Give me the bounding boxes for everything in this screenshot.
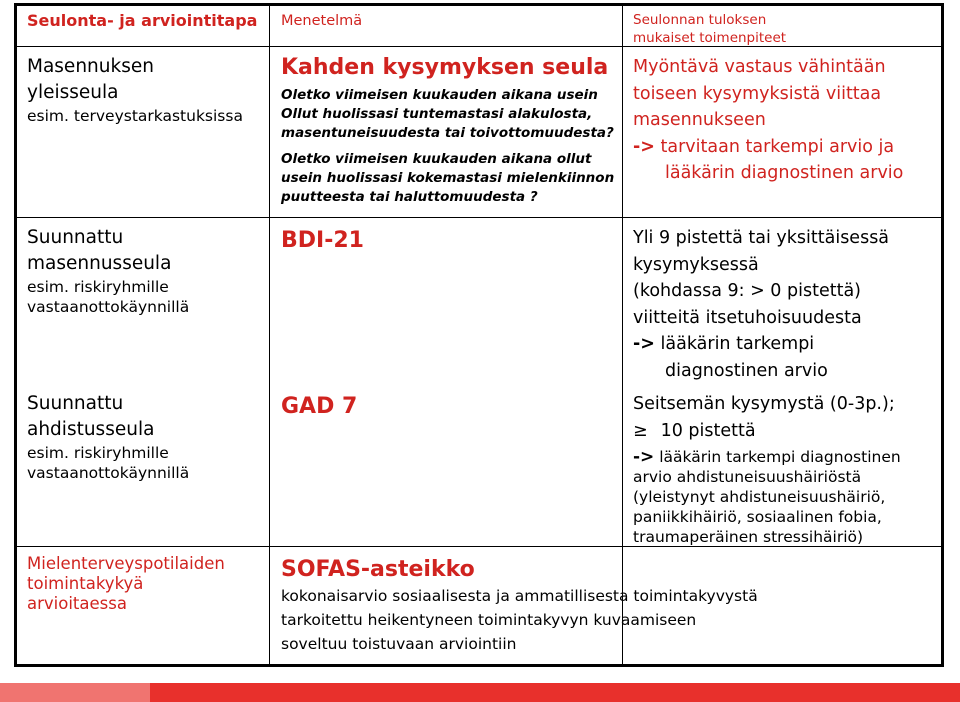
row-divider: [17, 46, 941, 47]
row-divider: [17, 217, 941, 218]
method-title: GAD 7: [281, 394, 358, 419]
row-label: Mielenterveyspotilaiden toimintakykyä arvioitaessa: [27, 554, 225, 613]
method-cell: [281, 54, 616, 207]
screening-table: [14, 3, 944, 667]
method-cell: [281, 227, 364, 255]
arrow-icon: ->: [633, 447, 655, 467]
description-line: kokonaisarvio sosiaalisesta ja ammatillisesta toimintakyvystä: [281, 587, 758, 605]
header-method: Menetelmä: [281, 13, 363, 29]
description-line: tarkoitettu heikentyneen toimintakyvyn kuvaamiseen: [281, 611, 697, 629]
method-title: SOFAS-asteikko: [281, 557, 475, 582]
method-cell: [281, 556, 931, 656]
header-actions: Seulonnan tuloksen mukaiset toimenpiteet: [633, 12, 787, 46]
row-label: Masennuksen yleisseula esim. terveystarkastuksissa: [27, 56, 243, 125]
question: Oletko viimeisen kuukauden aikana usein Ollut huolissasi tuntemastasi alakulosta, masentuneisuudesta tai toivottomuudesta?: [281, 87, 614, 141]
column-divider: [269, 6, 270, 664]
row-label: Suunnattu ahdistusseula esim. riskiryhmille vastaanottokäynnillä: [27, 393, 190, 482]
arrow-icon: ->: [633, 136, 655, 157]
row-label: Suunnattu masennusseula esim. riskiryhmille vastaanottokäynnillä: [27, 227, 190, 316]
result-cell: Myöntävä vastaus vähintään toiseen kysymyksistä viittaa masennukseen -> tarvitaan tarkempi arvio ja lääkärin diagnostinen arvio: [633, 57, 904, 183]
method-cell: [281, 393, 357, 421]
method-title: Kahden kysymyksen seula: [281, 55, 609, 80]
greater-or-equal-icon: ≥: [633, 420, 648, 441]
footer-spacer: [0, 668, 960, 683]
method-title: BDI-21: [281, 228, 364, 253]
footer-bar-accent: [0, 683, 150, 702]
header-screening-method: Seulonta- ja arviointitapa: [27, 11, 258, 30]
result-cell: Seitsemän kysymystä (0-3p.); ≥ 10 pistettä -> lääkärin tarkempi diagnostinen arvio ahdistuneisuushäiriöstä (yleistynyt ahdistuneisuushäiriö, paniikkihäiriö, sosiaalinen fobia, traumaperäinen stressihäiriö): [633, 394, 901, 546]
description-line: soveltuu toistuvaan arviointiin: [281, 635, 517, 653]
question: Oletko viimeisen kuukauden aikana ollut usein huolissasi kokemastasi mielenkiinnon puutteesta tai haluttomuudesta ?: [281, 151, 615, 205]
arrow-icon: ->: [633, 334, 655, 354]
result-cell: Yli 9 pistettä tai yksittäisessä kysymyksessä (kohdassa 9: > 0 pistettä) viitteitä itsetuhoisuudesta -> lääkärin tarkempi diagnostinen arvio: [633, 228, 890, 381]
